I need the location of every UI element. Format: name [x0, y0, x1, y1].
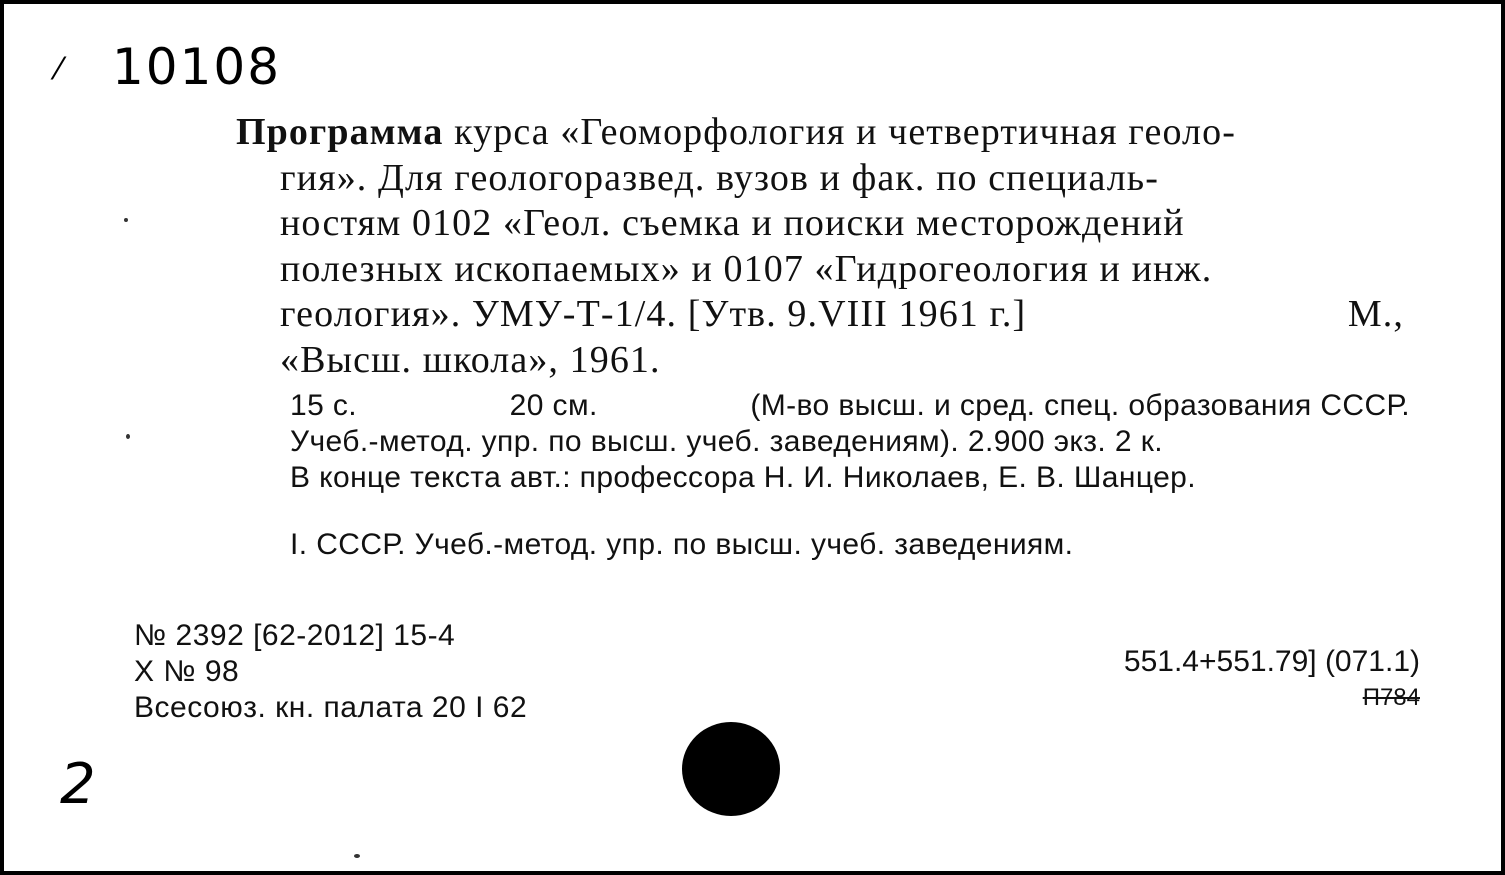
udc-code: 551.4+551.79] (071.1)	[1123, 645, 1420, 678]
registry-block	[134, 618, 527, 726]
title-line-2: гия». Для геологоразвед. вузов и фак. по специаль-	[280, 156, 1159, 199]
classification-block	[1060, 644, 1420, 716]
title-line-1-text: курса «Геоморфология и четвертичная геоло-	[443, 111, 1236, 153]
title-line-1	[236, 110, 1426, 156]
collation-line-3: В конце текста авт.: профессора Н. И. Николаев, Е. В. Шанцер.	[290, 461, 1197, 494]
title-line-6: «Высш. школа», 1961.	[280, 338, 661, 381]
registry-line-3: Всесоюз. кн. палата 20 I 62	[134, 691, 528, 724]
collation-issuer: (М-во высш. и сред. спец. образования СССР.	[750, 389, 1410, 422]
title-line-5-left: геология». УМУ-Т-1/4. [Утв. 9.VIII 1961 г.]	[280, 293, 1027, 335]
accession-number: 10108	[112, 38, 282, 96]
title-line-5-right: М.,	[1347, 293, 1404, 335]
author-code: П784	[1362, 684, 1420, 711]
title-line-4: полезных ископаемых» и 0107 «Гидрогеология и инж.	[280, 247, 1213, 290]
subject-tracing: I. СССР. Учеб.-метод. упр. по высш. учеб. заведениям.	[290, 528, 1074, 561]
title-block	[236, 110, 1426, 383]
title-line-5	[236, 292, 1426, 338]
collation-size: 20 см.	[509, 389, 598, 422]
title-line-5-row	[280, 292, 1404, 338]
speck-dot	[124, 218, 128, 222]
registry-line-1: № 2392 [62-2012] 15-4	[134, 619, 456, 652]
card-count-number: 2	[60, 752, 96, 817]
registry-line-2: X № 98	[134, 655, 240, 688]
collation-line-1	[290, 388, 1410, 424]
speck-dot	[126, 434, 130, 439]
title-line-3: ностям 0102 «Геол. съемка и поиски месторождений	[280, 202, 1185, 244]
collation-block	[290, 388, 1420, 496]
speck-dot	[354, 854, 360, 858]
collation-pages: 15 с.	[290, 389, 358, 422]
collation-line-2: Учеб.-метод. упр. по высш. учеб. заведениям). 2.900 экз. 2 к.	[290, 425, 1163, 458]
title-lead-word: Программа	[236, 111, 444, 153]
punch-hole	[682, 722, 780, 816]
accession-mark: ⁄	[56, 52, 62, 87]
